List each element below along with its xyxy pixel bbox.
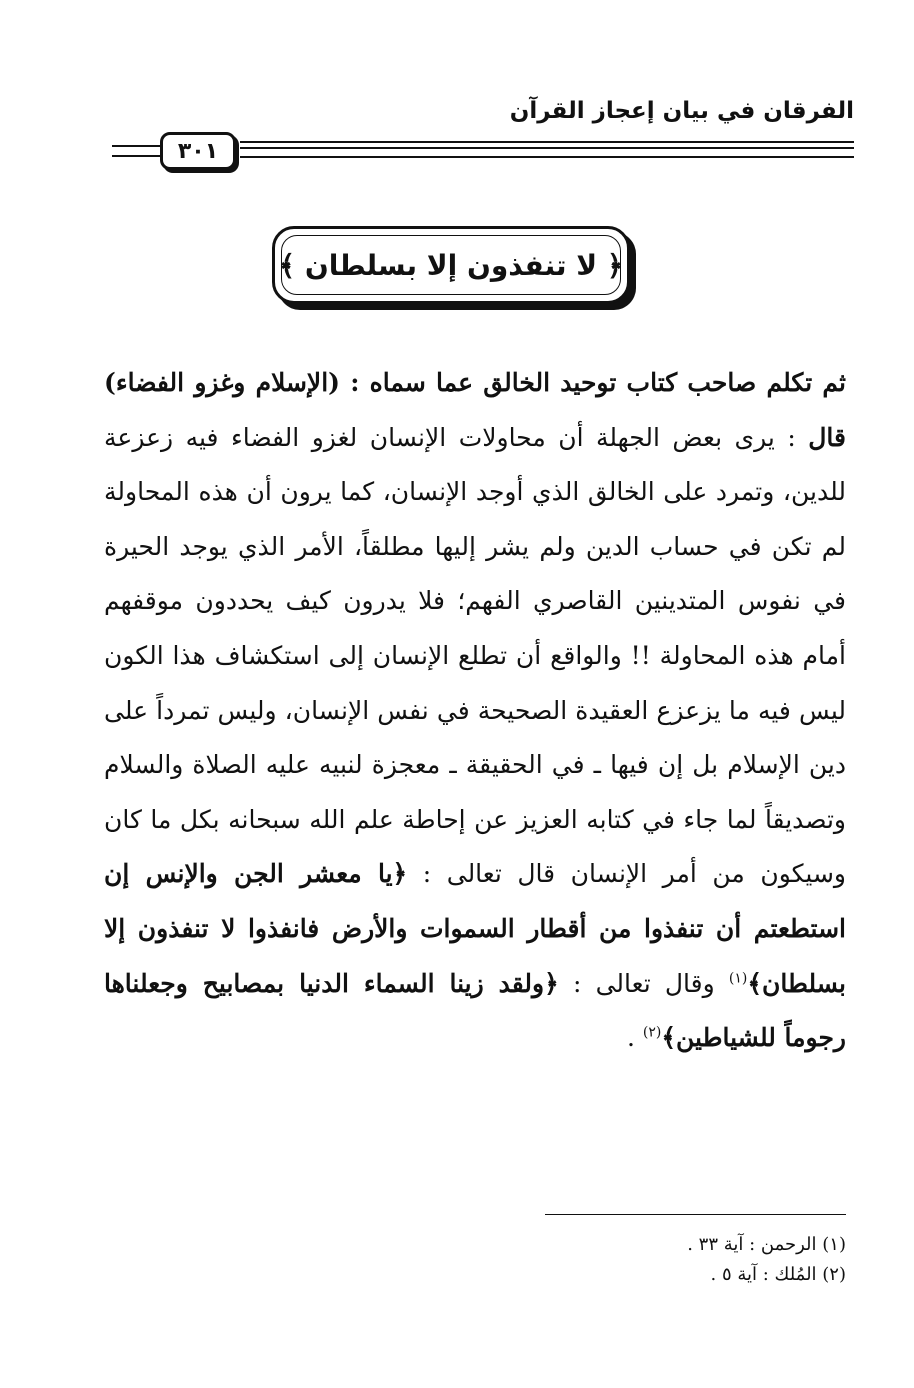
footnote-ref-1: (١) — [728, 970, 748, 987]
header-rule — [112, 145, 162, 147]
book-title: الفرقان في بيان إعجاز القرآن — [509, 98, 854, 124]
body-text-run: . — [626, 1023, 643, 1053]
header-rule — [240, 156, 854, 158]
header-rule — [112, 155, 162, 157]
body-text-run: : يرى بعض الجهلة أن محاولات الإنسان لغزو الفضاء فيه زعزعة للدين، وتمرد على الخالق الذي أوجد الإنسان، كما يرون أن هذه المحاولة لم تكن في حساب الدين ولم يشر إليها مطلقاً، الأمر الذي يوجد الحيرة في نفوس المتدينين القاصري الفهم؛ فلا يدرون كيف يحددون موقفهم أمام هذه المحاولة !! والواقع أن تطلع الإنسان إلى استكشاف هذا الكون ليس فيه ما يزعزع العقيدة الصحيحة في نفس الإنسان، وليس تمرداً على دين الإسلام بل إن فيها ـ في الحقيقة ـ معجزة لنبيه عليه الصلاة والسلام وتصديقاً لما جاء في كتابه العزيز عن إحاطة علم الله سبحانه بكل ما كان وسيكون من أمر الإنسان قال تعالى : — [104, 422, 846, 889]
header-rule — [240, 141, 854, 143]
footnote-ref-2: (٢) — [642, 1024, 662, 1041]
header-rule — [240, 147, 854, 149]
footnote-1: (١) الرحمن : آية ٣٣ . — [687, 1234, 846, 1255]
footnote-separator — [545, 1214, 846, 1215]
section-title-box — [272, 226, 630, 304]
footnotes — [446, 1230, 846, 1290]
body-paragraph — [104, 356, 846, 1066]
quran-verse-1: ﴿يا معشر الجن والإنس إن استطعتم أن تنفذوا من أقطار السموات والأرض فانفذوا لا تنفذون إلا بسلطان﴾ — [104, 859, 846, 998]
section-title: ﴿ لا تنفذون إلا بسلطان ﴾ — [278, 248, 624, 282]
page-number: ٣٠١ — [177, 138, 219, 164]
body-text-run: وقال تعالى : — [558, 968, 729, 998]
page-number-box — [160, 132, 236, 170]
body-bold-intro: ثم تكلم صاحب كتاب توحيد الخالق عما سماه : (الإسلام وغزو الفضاء) قال — [104, 368, 846, 452]
footnote-2: (٢) المُلك : آية ٥ . — [710, 1264, 846, 1285]
quran-verse-2: ﴿ولقد زينا السماء الدنيا بمصابيح وجعلناها رجوماً للشياطين﴾ — [104, 968, 846, 1053]
